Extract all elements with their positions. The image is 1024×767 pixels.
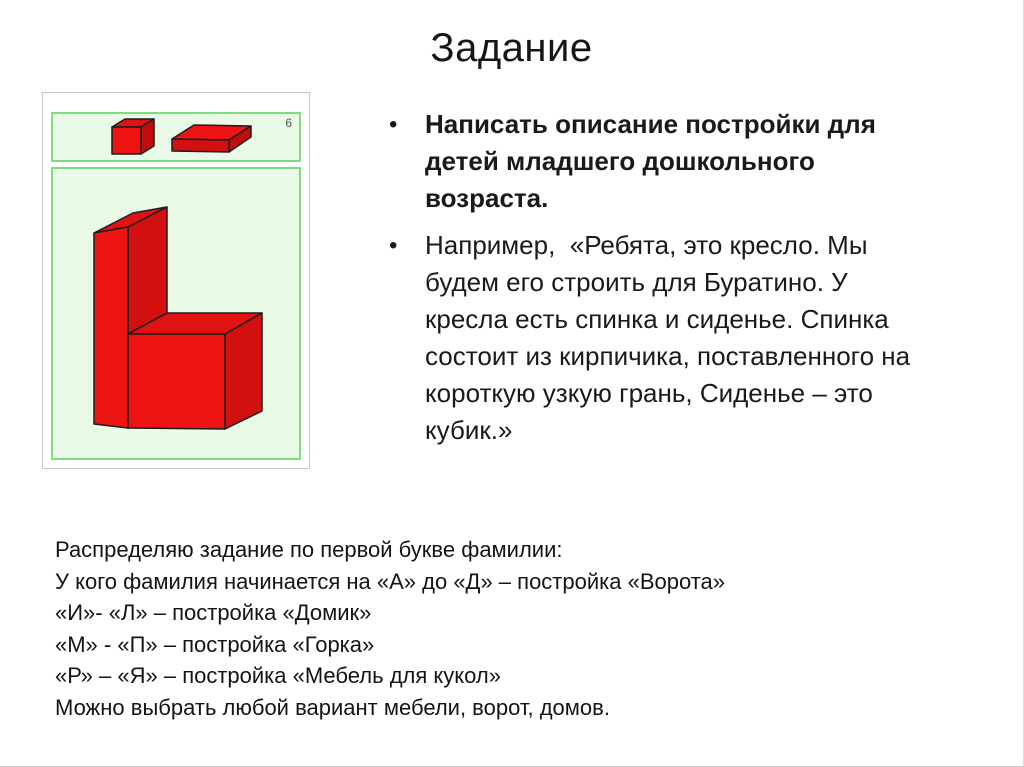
assignment-line-1: Распределяю задание по первой букве фамилии: [55,537,563,562]
assignment-line-5: «Р» – «Я» – постройка «Мебель для кукол» [55,663,501,688]
assignment-line-6: Можно выбрать любой вариант мебели, ворот, домов. [55,694,610,720]
bullet-item-2 [383,227,928,449]
assignment-line-3: «И»- «Л» – постройка «Домик» [55,600,372,625]
figure-blocks-panel [51,112,301,162]
figure-page-number: 6 [285,116,292,130]
slide-title: Задание [430,26,593,70]
bullet-marker: • [389,232,398,259]
bullet-text-1: Написать описание постройки для детей младшего дошкольного возраста. [425,109,884,213]
assignment-line-4: «М» - «П» – постройка «Горка» [55,631,375,657]
figure-card [42,92,310,469]
cube-and-brick-icon [53,114,299,160]
bullet-item-1 [383,106,928,217]
bullet-marker: • [389,111,398,138]
assignment-line-2: У кого фамилия начинается на «А» до «Д» – постройка «Ворота» [55,568,726,594]
figure-chair-panel [51,167,301,460]
chair-blocks-illustration [53,169,299,458]
assignment-text [55,534,955,723]
bullet-text-2: Например, «Ребята, это кресло. Мы будем его строить для Буратино. У кресла есть спинка и сиденье. Спинка состоит из кирпичика, поставленного на короткую узкую грань, Сиденье – это кубик.» [425,230,918,445]
bullet-list [383,106,928,449]
